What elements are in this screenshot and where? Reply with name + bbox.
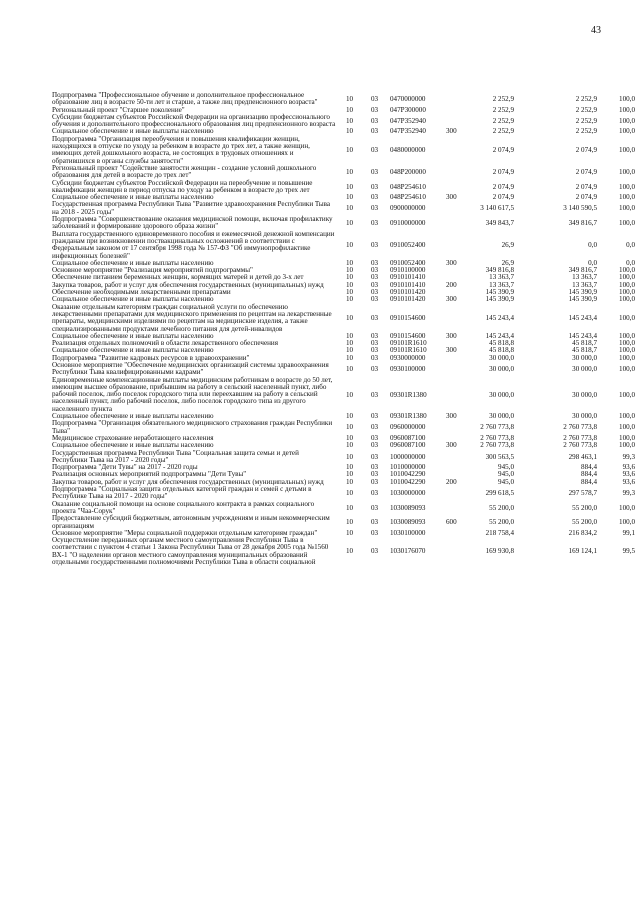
section-code: 10 (346, 219, 354, 228)
execution-percent: 100,0 (619, 313, 635, 322)
target-article-code: 1000000000 (390, 452, 426, 461)
execution-percent: 100,0 (619, 219, 635, 228)
execution-percent: 100,0 (619, 145, 635, 154)
section-code: 10 (346, 288, 354, 297)
execution-percent: 99,3 (622, 452, 635, 461)
planned-amount: 13 363,7 (489, 280, 514, 289)
subsection-code: 03 (371, 346, 379, 355)
actual-amount: 145 390,9 (568, 288, 597, 297)
table-row (0, 136, 639, 165)
execution-percent: 99,3 (622, 489, 635, 498)
planned-amount: 145 390,9 (485, 295, 514, 304)
target-article-code: 047P352940 (390, 116, 426, 125)
section-code: 10 (346, 273, 354, 282)
row-name: Медицинское страхование неработающего населения (52, 433, 214, 442)
subsection-code: 03 (371, 489, 379, 498)
planned-amount: 300 563,5 (485, 452, 514, 461)
subsection-code: 03 (371, 219, 379, 228)
row-name: Социальное обеспечение и иные выплаты населению (52, 441, 214, 450)
section-code: 10 (346, 193, 354, 202)
actual-amount: 216 834,2 (568, 528, 597, 537)
planned-amount: 349 816,8 (485, 266, 514, 275)
planned-amount: 349 843,7 (485, 219, 514, 228)
planned-amount: 30 000,0 (489, 364, 514, 373)
subsection-code: 03 (371, 547, 379, 556)
section-code: 10 (346, 116, 354, 125)
actual-amount: 2 074,9 (575, 145, 597, 154)
subsection-code: 03 (371, 477, 379, 486)
actual-amount: 30 000,0 (572, 353, 597, 362)
target-article-code: 1030089093 (390, 503, 426, 512)
expense-type-code: 600 (446, 518, 457, 527)
section-code: 10 (346, 433, 354, 442)
actual-amount: 30 000,0 (572, 364, 597, 373)
row-name: Социальное обеспечение и иные выплаты населению (52, 346, 214, 355)
planned-amount: 169 930,8 (485, 547, 514, 556)
expense-type-code: 300 (446, 331, 457, 340)
execution-percent: 99,1 (622, 528, 635, 537)
planned-amount: 945,0 (498, 470, 514, 479)
row-name: Основное мероприятие "Меры социальной поддержки отдельным категориям граждан" (52, 528, 318, 537)
section-code: 10 (346, 204, 354, 213)
section-code: 10 (346, 489, 354, 498)
expense-type-code: 300 (446, 441, 457, 450)
planned-amount: 2 760 773,8 (480, 441, 514, 450)
execution-percent: 100,0 (619, 116, 635, 125)
actual-amount: 2 252,9 (575, 95, 597, 103)
planned-amount: 13 363,7 (489, 273, 514, 282)
row-name: Реализация основных мероприятий подпрограммы "Дети Тувы" (52, 470, 247, 479)
actual-amount: 13 363,7 (572, 273, 597, 282)
actual-amount: 55 200,0 (572, 503, 597, 512)
execution-percent: 93,6 (622, 477, 635, 486)
section-code: 10 (346, 412, 354, 421)
subsection-code: 03 (371, 193, 379, 202)
target-article-code: 0910052400 (390, 258, 426, 267)
row-name: Осуществление переданных органам местного самоуправления Республики Тыва в соответствии с пунктом 4 статьи 1 Закона Республики Тыва от 28 декабря 2005 года №1560 ВХ-1 "О наделении органов местного самоуправления муниципальных образований отдельными государственными полномочиями Республики Тыва в области социальной (52, 536, 329, 566)
subsection-code: 03 (371, 412, 379, 421)
row-name: Социальное обеспечение и иные выплаты населению (52, 295, 214, 304)
execution-percent: 100,0 (619, 364, 635, 373)
execution-percent: 100,0 (619, 204, 635, 213)
planned-amount: 3 140 617,5 (480, 204, 514, 213)
execution-percent: 100,0 (619, 441, 635, 450)
target-article-code: 0910154600 (390, 313, 426, 322)
section-code: 10 (346, 452, 354, 461)
planned-amount: 145 243,4 (485, 313, 514, 322)
row-name: Государственная программа Республики Тыва "Развитие здравоохранения Республики Тыва на 2018 - 2025 годы" (52, 200, 331, 216)
actual-amount: 2 760 773,8 (563, 423, 597, 432)
row-name: Предоставление субсидий бюджетным, автономным учреждениям и иным некоммерческим организациям (52, 514, 330, 530)
row-name: Оказание социальной помощи на основе социального контракта в рамках социального проекта "Чаа-Сорук" (52, 499, 315, 515)
section-code: 10 (346, 477, 354, 486)
execution-percent: 100,0 (619, 167, 635, 176)
table-row (0, 201, 639, 216)
actual-amount: 45 818,7 (572, 346, 597, 355)
section-code: 10 (346, 331, 354, 340)
actual-amount: 349 816,7 (568, 219, 597, 228)
actual-amount: 2 252,9 (575, 116, 597, 125)
row-name: Основное мероприятие "Обеспечение медицинских организаций системы здравоохранения Республики Тыва квалифицированными кадрами" (52, 360, 329, 377)
actual-amount: 45 818,7 (572, 339, 597, 348)
section-code: 10 (346, 95, 354, 103)
execution-percent: 100,0 (619, 288, 635, 297)
section-code: 10 (346, 423, 354, 432)
actual-amount: 30 000,0 (572, 412, 597, 421)
row-name: Подпрограмма "Развитие кадровых ресурсов в здравоохранении" (52, 353, 250, 362)
target-article-code: 0900000000 (390, 204, 426, 213)
table-row (0, 180, 639, 195)
target-article-code: 0910101420 (390, 288, 426, 297)
expense-type-code: 200 (446, 280, 457, 289)
execution-percent: 100,0 (619, 518, 635, 527)
planned-amount: 2 252,9 (492, 116, 514, 125)
table-row (0, 216, 639, 231)
section-code: 10 (346, 547, 354, 556)
expense-type-code: 300 (446, 295, 457, 304)
budget-table (0, 92, 639, 566)
subsection-code: 03 (371, 331, 379, 340)
section-code: 10 (346, 463, 354, 472)
row-name: Государственная программа Республики Тыва "Социальная защита семьи и детей Республики Тыва на 2017 - 2020 годы" (52, 448, 299, 464)
section-code: 10 (346, 390, 354, 399)
target-article-code: 1030100000 (390, 528, 426, 537)
table-row (0, 231, 639, 260)
row-name: Подпрограмма "Организация обязательного медицинского страхования граждан Республики Тыва" (52, 419, 333, 435)
actual-amount: 884,4 (581, 477, 597, 486)
row-name: Социальное обеспечение и иные выплаты населению (52, 331, 214, 340)
actual-amount: 13 363,7 (572, 280, 597, 289)
subsection-code: 03 (371, 433, 379, 442)
section-code: 10 (346, 145, 354, 154)
table-row (0, 501, 639, 516)
target-article-code: 1010042290 (390, 470, 426, 479)
planned-amount: 2 252,9 (492, 95, 514, 103)
actual-amount: 2 760 773,8 (563, 441, 597, 450)
row-name: Субсидии бюджетам субъектов Российской Федерации на переобучение и повышение квалификации женщин в период отпуска по уходу за ребенком в возрасте до трех лет (52, 178, 313, 194)
section-code: 10 (346, 518, 354, 527)
section-code: 10 (346, 470, 354, 479)
subsection-code: 03 (371, 116, 379, 125)
subsection-code: 03 (371, 273, 379, 282)
execution-percent: 93,6 (622, 470, 635, 479)
section-code: 10 (346, 346, 354, 355)
target-article-code: 1010042290 (390, 477, 426, 486)
execution-percent: 100,0 (619, 412, 635, 421)
actual-amount: 55 200,0 (572, 518, 597, 527)
actual-amount: 884,4 (581, 470, 597, 479)
row-name: Региональный проект "Старшее поколение" (52, 105, 185, 114)
subsection-code: 03 (371, 295, 379, 304)
row-name: Социальное обеспечение и иные выплаты населению (52, 412, 214, 421)
actual-amount: 2 074,9 (575, 182, 597, 191)
execution-percent: 100,0 (619, 273, 635, 282)
subsection-code: 03 (371, 167, 379, 176)
row-name: Обеспечение необходимыми лекарственными препаратами (52, 288, 231, 297)
target-article-code: 0910101410 (390, 280, 426, 289)
subsection-code: 03 (371, 313, 379, 322)
target-article-code: 0930100000 (390, 364, 426, 373)
row-name: Обеспечение питанием беременных женщин, кормящих матерей и детей до 3-х лет (52, 273, 304, 282)
execution-percent: 100,0 (619, 105, 635, 114)
planned-amount: 26,9 (501, 240, 514, 249)
execution-percent: 100,0 (619, 95, 635, 103)
actual-amount: 298 463,1 (568, 452, 597, 461)
subsection-code: 03 (371, 452, 379, 461)
target-article-code: 0910000000 (390, 219, 426, 228)
row-name: Подпрограмма "Совершенствование оказания медицинской помощи, включая профилактику заболеваний и формирование здорового образа жизни" (52, 215, 333, 231)
planned-amount: 299 618,5 (485, 489, 514, 498)
actual-amount: 30 000,0 (572, 390, 597, 399)
target-article-code: 0480000000 (390, 145, 426, 154)
actual-amount: 2 074,9 (575, 193, 597, 202)
subsection-code: 03 (371, 182, 379, 191)
section-code: 10 (346, 441, 354, 450)
planned-amount: 2 760 773,8 (480, 433, 514, 442)
section-code: 10 (346, 503, 354, 512)
execution-percent: 100,0 (619, 295, 635, 304)
planned-amount: 145 243,4 (485, 331, 514, 340)
planned-amount: 2 252,9 (492, 127, 514, 136)
target-article-code: 1030000000 (390, 489, 426, 498)
execution-percent: 93,6 (622, 463, 635, 472)
actual-amount: 145 243,4 (568, 313, 597, 322)
subsection-code: 03 (371, 204, 379, 213)
planned-amount: 2 074,9 (492, 193, 514, 202)
target-article-code: 09301R1380 (390, 412, 427, 421)
execution-percent: 100,0 (619, 390, 635, 399)
table-row (0, 362, 639, 377)
subsection-code: 03 (371, 470, 379, 479)
subsection-code: 03 (371, 339, 379, 348)
subsection-code: 03 (371, 240, 379, 249)
table-row (0, 515, 639, 530)
expense-type-code: 300 (446, 193, 457, 202)
row-name: Региональный проект "Содействие занятости женщин - создание условий дошкольного образования для детей в возрасте до трех лет" (52, 163, 317, 180)
table-row (0, 537, 639, 566)
row-name: Выплата государственного единовременного пособия и ежемесячной денежной компенсации гражданам при возникновении поствакцинальных осложнений в соответствии с Федеральным законом от 17 сентября 1998 года № 157-ФЗ "Об иммунопрофилактике инфекционных болезней" (52, 229, 335, 260)
execution-percent: 100,0 (619, 423, 635, 432)
planned-amount: 45 818,8 (489, 339, 514, 348)
target-article-code: 0910052400 (390, 240, 426, 249)
subsection-code: 03 (371, 463, 379, 472)
execution-percent: 0,0 (626, 240, 635, 249)
section-code: 10 (346, 240, 354, 249)
section-code: 10 (346, 280, 354, 289)
actual-amount: 2 760 773,8 (563, 433, 597, 442)
row-name: Закупка товаров, работ и услуг для обеспечения государственных (муниципальных) нужд (52, 477, 324, 486)
subsection-code: 03 (371, 518, 379, 527)
target-article-code: 1010000000 (390, 463, 426, 472)
table-row (0, 486, 639, 501)
subsection-code: 03 (371, 105, 379, 114)
expense-type-code: 300 (446, 346, 457, 355)
planned-amount: 945,0 (498, 477, 514, 486)
subsection-code: 03 (371, 127, 379, 136)
row-name: Подпрограмма "Социальная защита отдельных категорий граждан и семей с детьми в Республике Тыва на 2017 - 2020 годы" (52, 485, 312, 501)
section-code: 10 (346, 313, 354, 322)
section-code: 10 (346, 528, 354, 537)
subsection-code: 03 (371, 258, 379, 267)
subsection-code: 03 (371, 288, 379, 297)
row-name: Социальное обеспечение и иные выплаты населению (52, 258, 214, 267)
execution-percent: 100,0 (619, 346, 635, 355)
expense-type-code: 300 (446, 258, 457, 267)
table-row (0, 377, 639, 413)
execution-percent: 0,0 (626, 258, 635, 267)
subsection-code: 03 (371, 364, 379, 373)
row-name: Субсидии бюджетам субъектов Российской Федерации на организацию профессионального обучения и дополнительного профессионального образования лиц предпенсионного возраста (52, 112, 336, 129)
subsection-code: 03 (371, 95, 379, 103)
planned-amount: 2 074,9 (492, 145, 514, 154)
actual-amount: 169 124,1 (568, 547, 597, 556)
target-article-code: 0910101420 (390, 295, 426, 304)
actual-amount: 884,4 (581, 463, 597, 472)
target-article-code: 1030176070 (390, 547, 426, 556)
actual-amount: 2 074,9 (575, 167, 597, 176)
target-article-code: 047P300000 (390, 105, 426, 114)
table-row (0, 450, 639, 465)
execution-percent: 100,0 (619, 266, 635, 275)
target-article-code: 09301R1380 (390, 390, 427, 399)
section-code: 10 (346, 364, 354, 373)
execution-percent: 100,0 (619, 433, 635, 442)
target-article-code: 048P254610 (390, 182, 426, 191)
table-row (0, 420, 639, 435)
row-name: Подпрограмма "Профессиональное обучение и дополнительное профессиональное образование лиц в возрасте 50-ти лет и старше, а также лиц предпенсионного возраста" (52, 91, 318, 107)
page-number: 43 (591, 25, 601, 36)
target-article-code: 047P352940 (390, 127, 426, 136)
target-article-code: 0960087100 (390, 433, 426, 442)
actual-amount: 2 252,9 (575, 127, 597, 136)
target-article-code: 048P254610 (390, 193, 426, 202)
expense-type-code: 300 (446, 412, 457, 421)
section-code: 10 (346, 258, 354, 267)
table-row (0, 304, 639, 333)
planned-amount: 26,9 (501, 258, 514, 267)
actual-amount: 145 390,9 (568, 295, 597, 304)
target-article-code: 1030089093 (390, 518, 426, 527)
subsection-code: 03 (371, 528, 379, 537)
execution-percent: 100,0 (619, 339, 635, 348)
subsection-code: 03 (371, 441, 379, 450)
section-code: 10 (346, 266, 354, 275)
row-name: Единовременные компенсационные выплаты медицинским работникам в возрасте до 50 лет, имеющим высшее образование, прибывшим на работу в сельский населенный пункт, либо рабочий поселок, либо поселок городского типа или переехавшим на работу в сельский населенный пункт, либо рабочий поселок, либо поселок городского типа из другого населенного пункта (52, 375, 333, 413)
subsection-code: 03 (371, 145, 379, 154)
row-name: Закупка товаров, работ и услуг для обеспечения государственных (муниципальных) нужд (52, 280, 324, 289)
target-article-code: 048P200000 (390, 167, 426, 176)
target-article-code: 09101R1610 (390, 346, 427, 355)
actual-amount: 145 243,4 (568, 331, 597, 340)
execution-percent: 100,0 (619, 503, 635, 512)
target-article-code: 0910100000 (390, 266, 426, 275)
table-row (0, 114, 639, 129)
subsection-code: 03 (371, 390, 379, 399)
planned-amount: 30 000,0 (489, 390, 514, 399)
target-article-code: 0960000000 (390, 423, 426, 432)
actual-amount: 297 578,7 (568, 489, 597, 498)
section-code: 10 (346, 339, 354, 348)
subsection-code: 03 (371, 503, 379, 512)
planned-amount: 945,0 (498, 463, 514, 472)
row-name: Основное мероприятие "Реализация мероприятий подпрограммы" (52, 266, 253, 275)
expense-type-code: 300 (446, 127, 457, 136)
execution-percent: 100,0 (619, 353, 635, 362)
planned-amount: 55 200,0 (489, 503, 514, 512)
execution-percent: 100,0 (619, 127, 635, 136)
execution-percent: 100,0 (619, 182, 635, 191)
expense-type-code: 200 (446, 477, 457, 486)
section-code: 10 (346, 167, 354, 176)
target-article-code: 0930000000 (390, 353, 426, 362)
actual-amount: 2 252,9 (575, 105, 597, 114)
execution-percent: 99,5 (622, 547, 635, 556)
subsection-code: 03 (371, 280, 379, 289)
table-row (0, 165, 639, 180)
section-code: 10 (346, 127, 354, 136)
planned-amount: 45 818,8 (489, 346, 514, 355)
target-article-code: 0910101410 (390, 273, 426, 282)
section-code: 10 (346, 353, 354, 362)
planned-amount: 145 390,9 (485, 288, 514, 297)
row-name: Оказание отдельным категориям граждан социальной услуги по обеспечению лекарственными препаратами для медицинского применения по рецептам на лекарственные препараты, медицинскими изделиями по рецептам на медицинские изделия, а также специализированными продуктами лечебного питания для детей-инвалидов (52, 302, 332, 333)
planned-amount: 55 200,0 (489, 518, 514, 527)
row-name: Подпрограмма "Дети Тувы" на 2017 - 2020 годы (52, 463, 198, 472)
table-row (0, 92, 639, 107)
planned-amount: 218 758,4 (485, 528, 514, 537)
planned-amount: 2 252,9 (492, 105, 514, 114)
planned-amount: 2 074,9 (492, 167, 514, 176)
actual-amount: 0,0 (588, 258, 597, 267)
execution-percent: 100,0 (619, 280, 635, 289)
planned-amount: 2 760 773,8 (480, 423, 514, 432)
actual-amount: 3 140 590,5 (563, 204, 597, 213)
subsection-code: 03 (371, 266, 379, 275)
actual-amount: 0,0 (588, 240, 597, 249)
subsection-code: 03 (371, 353, 379, 362)
planned-amount: 30 000,0 (489, 353, 514, 362)
subsection-code: 03 (371, 423, 379, 432)
row-name: Реализация отдельных полномочий в области лекарственного обеспечения (52, 339, 278, 348)
section-code: 10 (346, 182, 354, 191)
section-code: 10 (346, 105, 354, 114)
target-article-code: 09101R1610 (390, 339, 427, 348)
execution-percent: 100,0 (619, 193, 635, 202)
actual-amount: 349 816,7 (568, 266, 597, 275)
planned-amount: 2 074,9 (492, 182, 514, 191)
target-article-code: 0910154600 (390, 331, 426, 340)
target-article-code: 0960087100 (390, 441, 426, 450)
execution-percent: 100,0 (619, 331, 635, 340)
section-code: 10 (346, 295, 354, 304)
row-name: Социальное обеспечение и иные выплаты населению (52, 193, 214, 202)
row-name: Подпрограмма "Организация переобучения и повышения квалификации женщин, находящихся в отпуске по уходу за ребенком в возрасте до трех лет, а также женщин, имеющих детей дошкольного возраста, не состоящих в трудовых отношениях и обратившихся в органы службы занятости" (52, 134, 310, 165)
planned-amount: 30 000,0 (489, 412, 514, 421)
target-article-code: 0470000000 (390, 95, 426, 103)
row-name: Социальное обеспечение и иные выплаты населению (52, 127, 214, 136)
